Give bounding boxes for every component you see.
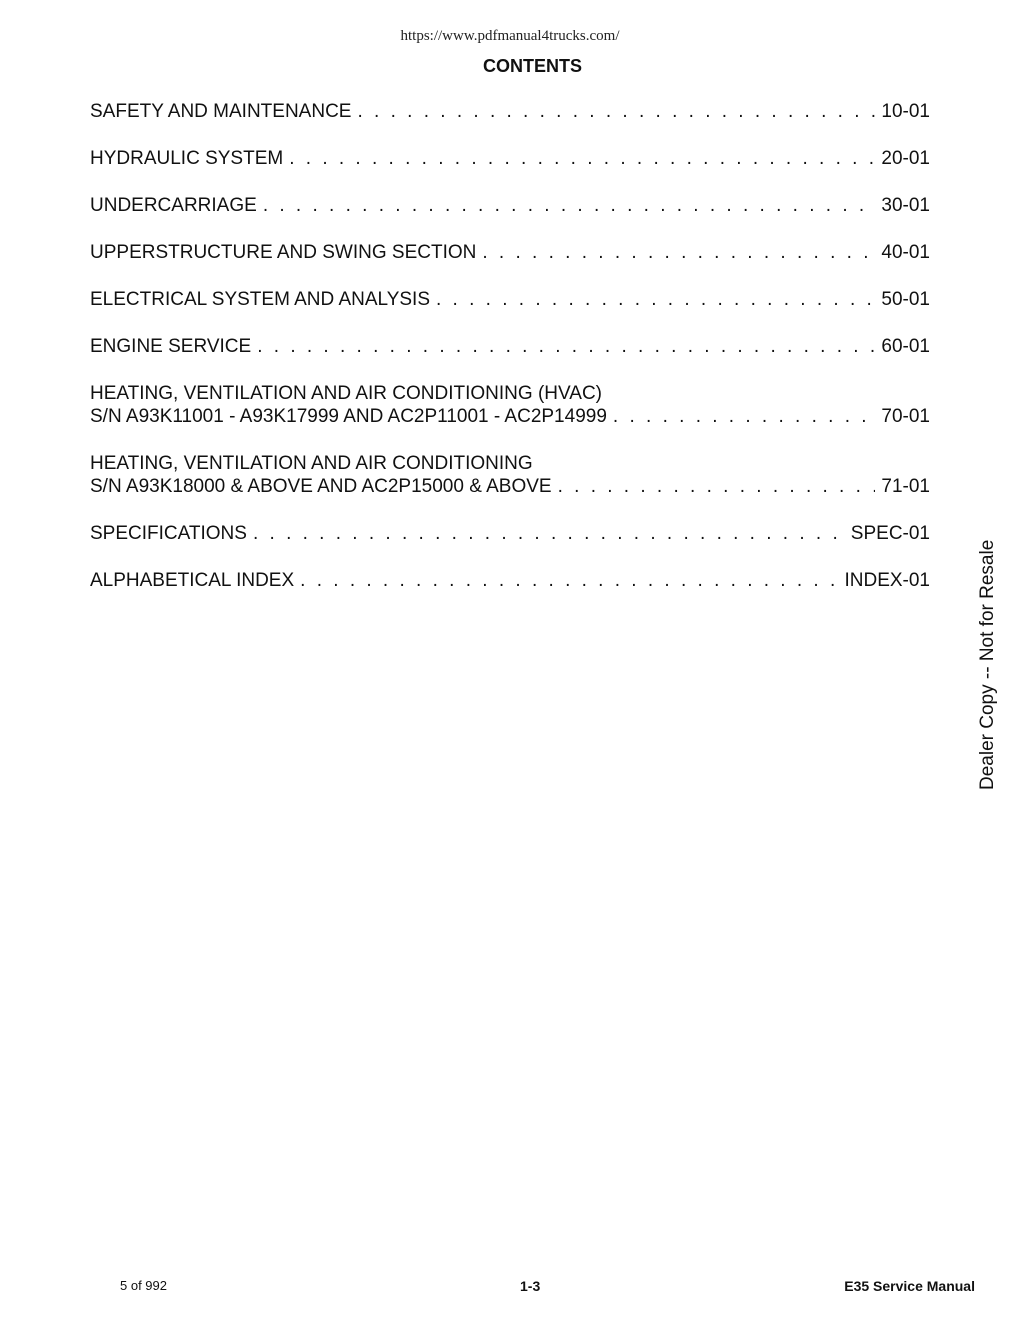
toc-entry-specifications[interactable] (90, 522, 930, 545)
toc-entry-undercarriage[interactable] (90, 194, 930, 217)
toc-entry-page: 20-01 (881, 148, 930, 169)
toc-entry-label: HEATING, VENTILATION AND AIR CONDITIONING (90, 453, 533, 474)
toc-entry-electrical[interactable] (90, 288, 930, 311)
toc-entry-label: ELECTRICAL SYSTEM AND ANALYSIS (90, 289, 430, 310)
toc-entry-safety[interactable] (90, 100, 930, 123)
dealer-copy-watermark: Dealer Copy -- Not for Resale (977, 539, 998, 790)
toc-entry-page: INDEX-01 (844, 570, 930, 591)
leader-dots (357, 100, 875, 123)
toc-entry-page: SPEC-01 (850, 523, 930, 544)
leader-dots (257, 335, 875, 358)
toc-entry-sublabel: S/N A93K18000 & ABOVE AND AC2P15000 & ABOVE (90, 476, 552, 497)
toc-entry-label: ENGINE SERVICE (90, 336, 252, 357)
toc-entry-page: 40-01 (881, 242, 930, 263)
toc-entry-label: UNDERCARRIAGE (90, 195, 257, 216)
toc-entry-label: ALPHABETICAL INDEX (90, 570, 295, 591)
leader-dots (558, 475, 876, 498)
leader-dots (482, 241, 875, 264)
toc-entry-engine[interactable] (90, 335, 930, 358)
leader-dots (263, 194, 876, 217)
leader-dots (613, 405, 875, 428)
page-footer (0, 1278, 1020, 1298)
page-title: CONTENTS (483, 56, 582, 76)
leader-dots (289, 147, 875, 170)
toc-entry-hydraulic[interactable] (90, 147, 930, 170)
leader-dots (436, 288, 875, 311)
toc-entry-label: SAFETY AND MAINTENANCE (90, 101, 352, 122)
toc-entry-page: 71-01 (881, 476, 930, 497)
toc-entry-hvac-late[interactable] (90, 452, 930, 498)
toc-entry-label: HYDRAULIC SYSTEM (90, 148, 284, 169)
table-of-contents (90, 100, 930, 616)
leader-dots (300, 569, 838, 592)
toc-entry-index[interactable] (90, 569, 930, 592)
toc-entry-page: 70-01 (881, 406, 930, 427)
toc-entry-page: 50-01 (881, 289, 930, 310)
leader-dots (253, 522, 845, 545)
toc-entry-hvac-early[interactable] (90, 382, 930, 428)
toc-entry-upperstructure[interactable] (90, 241, 930, 264)
toc-entry-label: HEATING, VENTILATION AND AIR CONDITIONING (HVAC) (90, 383, 602, 404)
toc-entry-page: 10-01 (881, 101, 930, 122)
page-count: 5 of 992 (120, 1278, 167, 1293)
toc-entry-label: UPPERSTRUCTURE AND SWING SECTION (90, 242, 477, 263)
toc-entry-label: SPECIFICATIONS (90, 523, 247, 544)
toc-entry-page: 60-01 (881, 336, 930, 357)
toc-entry-page: 30-01 (881, 195, 930, 216)
manual-title: E35 Service Manual (844, 1278, 975, 1294)
source-url[interactable]: https://www.pdfmanual4trucks.com/ (400, 28, 620, 44)
toc-entry-sublabel: S/N A93K11001 - A93K17999 AND AC2P11001 - AC2P14999 (90, 406, 607, 427)
page-number: 1-3 (520, 1278, 541, 1294)
